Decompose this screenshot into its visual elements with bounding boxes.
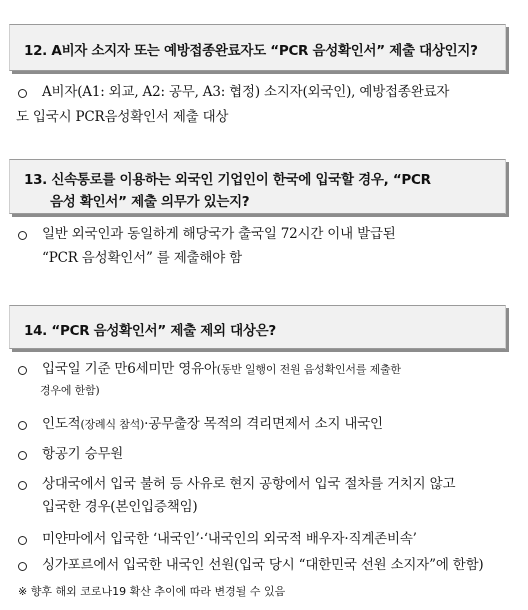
exemption-item-4-main: 상대국에서 입국 불허 등 사유로 현지 공항에서 입국 절차를 거치지 않고	[42, 476, 456, 492]
exemption-item-1-note: (동반 일행이 전원 음성확인서를 제출한	[216, 363, 401, 376]
answer-13-line-1: 일반 외국인과 동일하게 해당국가 출국일 72시간 이내 발급된	[42, 226, 396, 242]
question-13-title-line-1: 13. 신속통로를 이용하는 외국인 기업인이 한국에 입국할 경우, “PCR	[24, 172, 431, 188]
bullet-circle-icon	[18, 481, 27, 490]
bullet-circle-icon	[18, 89, 27, 98]
answer-13	[18, 222, 514, 274]
answer-12-line-2: 도 입국시 PCR음성확인서 제출 대상	[16, 109, 229, 125]
exemption-item-2-rest: ·공무출장 목적의 격리면제서 소지 내국인	[144, 416, 383, 432]
answer-12-line-1: A비자(A1: 외교, A2: 공무, A3: 협정) 소지자(외국인), 예방접종완료자	[42, 84, 450, 100]
exemption-item-5	[18, 527, 514, 551]
exemption-item-1	[18, 357, 514, 405]
question-12-title: 12. A비자 소지자 또는 예방접종완료자도 “PCR 음성확인서” 제출 대상인지?	[24, 43, 478, 59]
exemption-item-2-note: (장례식 참석)	[80, 418, 145, 431]
exemption-item-4-line-2: 입국한 경우(본인입증책임)	[42, 499, 198, 515]
bullet-circle-icon	[18, 451, 27, 460]
question-12-box	[9, 24, 506, 71]
answer-12	[18, 80, 514, 132]
question-14-title: 14. “PCR 음성확인서” 제출 제외 대상은?	[24, 323, 276, 339]
bullet-circle-icon	[18, 562, 27, 571]
answer-13-line-2: “PCR 음성확인서” 를 제출해야 함	[42, 250, 242, 266]
bullet-circle-icon	[18, 421, 27, 430]
question-13-box	[9, 159, 506, 214]
exemption-item-1-main: 입국일 기준 만6세미만 영유아	[42, 361, 217, 377]
exemption-item-4	[18, 472, 514, 520]
exemption-item-2-main: 인도적	[42, 416, 81, 432]
question-14-box	[9, 305, 506, 349]
exemption-item-6-main: 싱가포르에서 입국한 내국인 선원(입국 당시 “대한민국 선원 소지자”에 한함)	[42, 557, 484, 573]
exemption-item-3-main: 항공기 승무원	[42, 446, 124, 462]
bullet-circle-icon	[18, 536, 27, 545]
question-13-title-line-2: 음성 확인서” 제출 의무가 있는지?	[50, 194, 250, 210]
exemption-item-5-main: 미얀마에서 입국한 ‘내국인’·‘내국인의 외국적 배우자·직계존비속’	[42, 531, 417, 547]
bullet-circle-icon	[18, 366, 27, 375]
exemption-item-2	[18, 412, 514, 436]
exemption-item-6	[18, 553, 514, 577]
exemption-item-3	[18, 442, 514, 466]
bullet-circle-icon	[18, 231, 27, 240]
exemption-item-1-line-2: 경우에 한함)	[40, 384, 100, 397]
footnote: ※ 향후 해외 코로나19 확산 추이에 따라 변경될 수 있음	[18, 585, 286, 598]
